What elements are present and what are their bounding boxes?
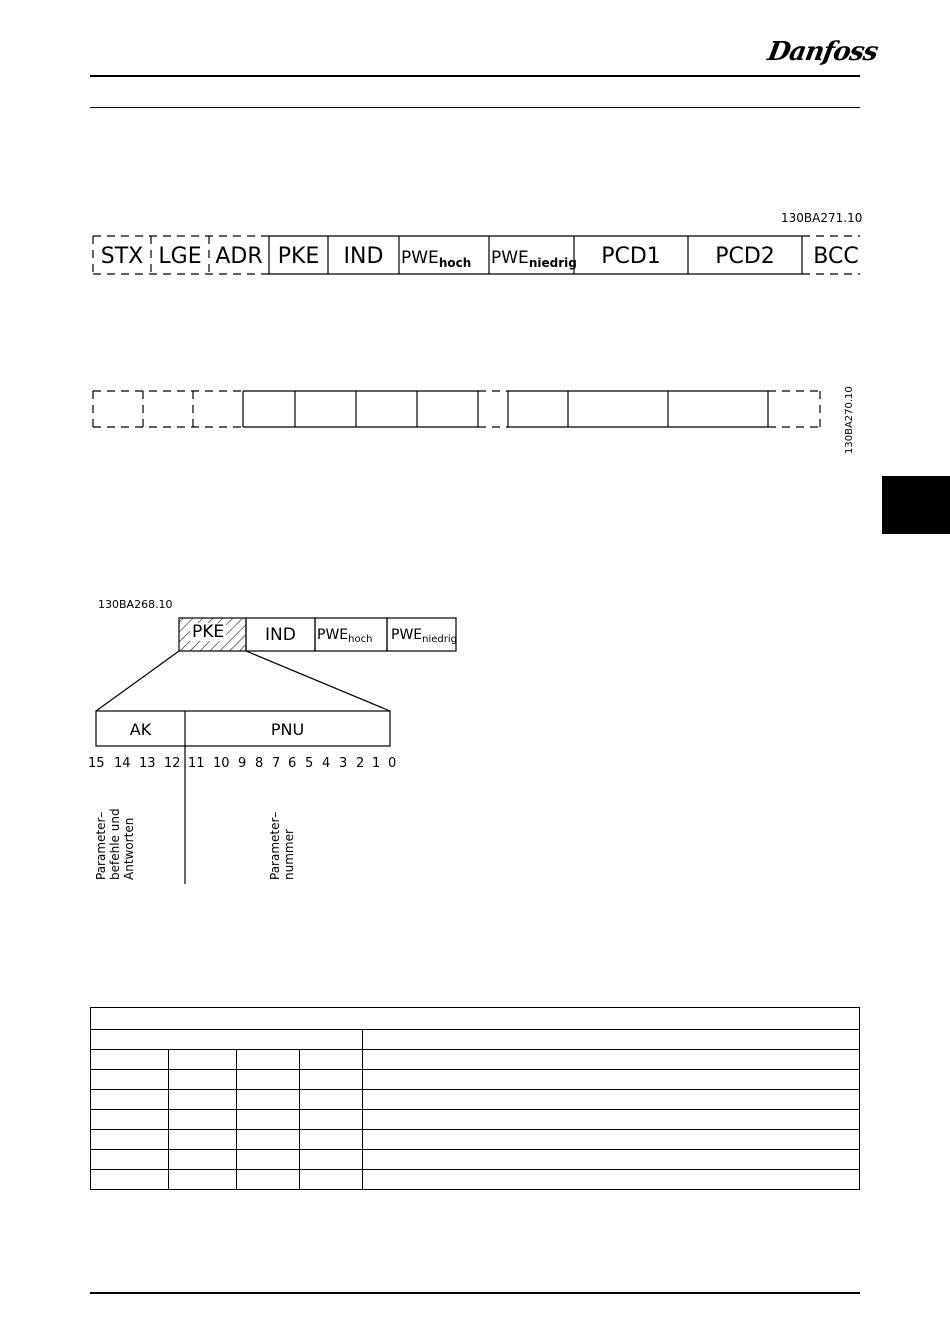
table-cell — [299, 1130, 362, 1149]
table-cell — [362, 1150, 859, 1169]
table-row — [91, 1049, 859, 1069]
field-pwe-low-sub: niedrig — [528, 256, 577, 270]
bit-3: 3 — [339, 756, 348, 771]
table-cell — [91, 1090, 168, 1109]
bit-6: 6 — [288, 756, 297, 771]
field-pwe-high — [401, 248, 471, 270]
field-pwe-high-main: PWE — [401, 248, 439, 268]
table-cell — [299, 1110, 362, 1129]
table-cell — [91, 1150, 168, 1169]
empty-frame-figure — [88, 385, 828, 433]
table-cell — [168, 1090, 236, 1109]
table-cell — [236, 1090, 299, 1109]
table-cell — [299, 1170, 362, 1189]
field-stx: STX — [100, 244, 144, 269]
bit-12: 12 — [164, 756, 181, 771]
table-cell — [362, 1070, 859, 1089]
table-cell — [168, 1050, 236, 1069]
bit-15: 15 — [88, 756, 105, 771]
field-pwe-high-sub: hoch — [438, 256, 472, 270]
pnu-note — [268, 812, 296, 880]
chapter-tab-marker — [882, 476, 950, 534]
pke-field-label: PKE — [192, 622, 225, 642]
table-cell — [299, 1150, 362, 1169]
pwe-low-sub: niedrig — [422, 634, 457, 645]
ak-label: AK — [129, 720, 152, 739]
ak-note-line-3: Antworten — [122, 817, 136, 880]
danfoss-logo: Danfoss — [765, 37, 880, 67]
table-cell — [236, 1150, 299, 1169]
bit-7: 7 — [272, 756, 281, 771]
field-pcd1: PCD1 — [601, 244, 661, 269]
field-pwe-low-main: PWE — [491, 248, 529, 268]
table-cell — [91, 1050, 168, 1069]
bit-4: 4 — [322, 756, 331, 771]
pwe-high-field-label — [317, 627, 372, 645]
table-cell — [362, 1050, 859, 1069]
pnu-label: PNU — [270, 720, 305, 739]
ak-table — [90, 1007, 860, 1190]
bit-14: 14 — [114, 756, 131, 771]
header-rule-bottom — [90, 107, 860, 108]
figure3-code: 130BA268.10 — [98, 598, 173, 611]
table-cell — [168, 1170, 236, 1189]
table-cell — [168, 1110, 236, 1129]
table-row — [91, 1109, 859, 1129]
table-cell — [236, 1130, 299, 1149]
table-cell — [91, 1170, 168, 1189]
ak-note — [94, 808, 136, 880]
table-cell — [299, 1090, 362, 1109]
table-row — [91, 1149, 859, 1169]
table-cell — [236, 1110, 299, 1129]
table-cell — [362, 1090, 859, 1109]
table-cell — [168, 1130, 236, 1149]
table-cell — [362, 1110, 859, 1129]
table-row — [91, 1089, 859, 1109]
bit-5: 5 — [305, 756, 314, 771]
table-cell — [236, 1170, 299, 1189]
bit-11: 11 — [188, 756, 205, 771]
table-cell — [91, 1070, 168, 1089]
field-pke: PKE — [277, 244, 320, 269]
bit-8: 8 — [255, 756, 264, 771]
table-row — [91, 1129, 859, 1149]
bit-0: 0 — [388, 756, 397, 771]
table-cell — [299, 1050, 362, 1069]
table-row — [91, 1069, 859, 1089]
table-cell — [299, 1070, 362, 1089]
header-rule-top — [90, 75, 860, 77]
table-cell — [362, 1130, 859, 1149]
bit-1: 1 — [372, 756, 381, 771]
table-row — [91, 1169, 859, 1189]
pnu-note-line-2: nummer — [282, 829, 296, 880]
table-cell — [236, 1050, 299, 1069]
pwe-high-main: PWE — [317, 627, 349, 643]
table-row — [91, 1008, 859, 1029]
footer-rule — [90, 1292, 860, 1294]
table-cell — [236, 1070, 299, 1089]
bit-13: 13 — [139, 756, 156, 771]
bit-9: 9 — [238, 756, 247, 771]
table-cell — [168, 1070, 236, 1089]
table-cell — [91, 1110, 168, 1129]
field-bcc: BCC — [813, 244, 859, 269]
table-cell — [91, 1030, 362, 1049]
field-adr: ADR — [215, 244, 263, 269]
field-pwe-low — [491, 248, 577, 270]
table-cell — [91, 1130, 168, 1149]
ind-field-label: IND — [265, 625, 296, 645]
bit-10: 10 — [213, 756, 230, 771]
pwe-low-main: PWE — [391, 627, 423, 643]
field-ind: IND — [343, 244, 384, 269]
ak-note-line-2: befehle und — [108, 808, 122, 880]
pnu-note-line-1: Parameter– — [268, 811, 282, 880]
field-lge: LGE — [158, 244, 202, 269]
field-pcd2: PCD2 — [715, 244, 775, 269]
table-cell — [362, 1170, 859, 1189]
pwe-low-field-label — [391, 627, 457, 645]
figure1-code: 130BA271.10 — [781, 211, 863, 225]
table-cell — [168, 1150, 236, 1169]
bit-2: 2 — [356, 756, 365, 771]
table-cell — [362, 1030, 859, 1049]
ak-note-line-1: Parameter– — [94, 811, 108, 880]
figure2-code: 130BA270.10 — [844, 386, 855, 454]
table-row — [91, 1029, 859, 1049]
pwe-high-sub: hoch — [348, 634, 373, 645]
table-header-cell — [91, 1008, 859, 1029]
